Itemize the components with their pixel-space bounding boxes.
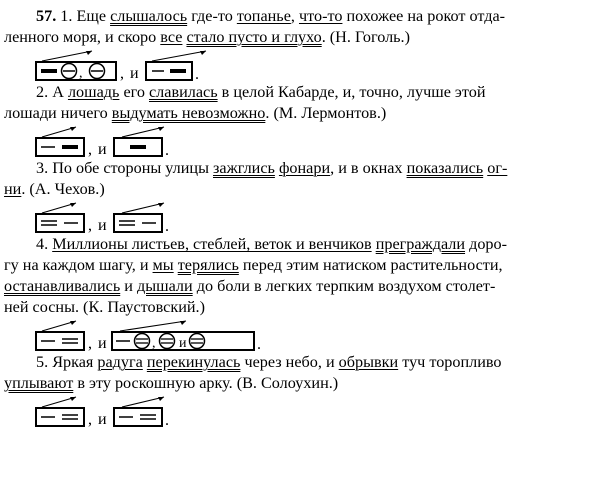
scheme-5-comma: ,	[88, 411, 92, 428]
text-segment: 1. Еще	[60, 7, 111, 25]
item-4-line-1	[36, 235, 507, 253]
scheme-2-diagram	[36, 124, 236, 158]
text-segment: туч торопливо	[398, 353, 502, 371]
text-segment: 4.	[36, 235, 53, 253]
scheme-1-inner-comma: ,	[79, 66, 83, 81]
scheme-5-conj: и	[98, 411, 107, 428]
text-segment: доро-	[465, 235, 508, 253]
text-segment: , и в окнах	[330, 159, 407, 177]
subject-word: все	[160, 28, 183, 46]
scheme-3-period: .	[165, 218, 169, 235]
item-5-line-1	[36, 353, 502, 371]
predicate-word: славилась	[149, 83, 218, 101]
subject-word: ни	[4, 180, 22, 198]
item-1-line-2	[4, 28, 410, 46]
scheme-4-diagram	[36, 318, 261, 353]
item-3-text	[4, 158, 594, 200]
predicate-word: зажглись	[213, 159, 275, 177]
scheme-5-period: .	[165, 412, 169, 429]
item-4-text	[4, 234, 594, 318]
subject-word: Миллионы листьев, стеблей, веток и венчиков	[52, 235, 372, 253]
subject-word: лошадь	[67, 83, 120, 101]
item-2-line-1	[36, 83, 486, 101]
item-5-line-2	[4, 374, 338, 392]
predicate-word: показались	[406, 159, 484, 177]
subject-word: радуга	[97, 353, 143, 371]
item-2-line-2	[4, 104, 386, 122]
scheme-2-comma: ,	[88, 141, 92, 158]
scheme-1	[36, 48, 594, 82]
exercise-page	[4, 6, 594, 428]
predicate-word: уплывают	[4, 374, 74, 392]
subject-word: топанье	[236, 7, 291, 25]
scheme-4	[36, 318, 594, 352]
scheme-4-comma: ,	[88, 335, 92, 352]
scheme-1-conj: и	[130, 65, 139, 82]
text-segment: . (Н. Гоголь.)	[321, 28, 410, 46]
scheme-2	[36, 124, 594, 158]
text-segment: в целой Кабарде, и, точно, лучше этой	[217, 83, 486, 101]
scheme-4-inner-comma: ,	[152, 336, 156, 351]
subject-word: обрывки	[338, 353, 399, 371]
item-4-line-2	[4, 256, 503, 274]
item-2-text	[4, 82, 594, 124]
scheme-1-comma: ,	[120, 65, 124, 82]
item-5-text	[4, 352, 594, 394]
item-3-line-2	[4, 180, 105, 198]
scheme-5	[36, 394, 594, 428]
text-segment: похожее на рокот отда-	[342, 7, 506, 25]
text-segment: перед этим натиском растительности,	[238, 256, 503, 274]
item-3-line-1	[36, 159, 507, 177]
item-4-line-3	[4, 277, 495, 295]
item-1-text	[4, 6, 594, 48]
text-segment: и	[120, 277, 137, 295]
scheme-1-period: .	[195, 66, 199, 83]
item-1-line-1	[60, 7, 505, 25]
text-segment: . (А. Чехов.)	[21, 180, 105, 198]
scheme-3-diagram	[36, 200, 236, 234]
scheme-3-conj: и	[98, 217, 107, 234]
text-segment: гу на каждом шагу, и	[4, 256, 153, 274]
subject-word: фонари	[278, 159, 331, 177]
text-segment: ленного моря, и скоро	[4, 28, 161, 46]
text-segment: лошади ничего	[4, 104, 112, 122]
predicate-word: выдумать невозможно	[111, 104, 266, 122]
predicate-word: перекинулась	[146, 353, 241, 371]
scheme-1-diagram	[36, 48, 236, 82]
text-segment: до боли в легких терпким воздухом столет-	[192, 277, 496, 295]
scheme-3-comma: ,	[88, 217, 92, 234]
text-segment: 5. Яркая	[36, 353, 98, 371]
text-segment: . (М. Лермонтов.)	[265, 104, 387, 122]
text-segment: через небо, и	[240, 353, 339, 371]
text-segment: ,	[290, 7, 299, 25]
predicate-word: дышали	[137, 277, 193, 295]
text-segment: 3. По обе стороны улицы	[36, 159, 213, 177]
exercise-number: 57.	[36, 7, 57, 25]
text-segment: где-то	[187, 7, 237, 25]
subject-word: ог-	[487, 159, 508, 177]
scheme-4-conj: и	[98, 335, 107, 352]
predicate-word: преграждали	[375, 235, 466, 253]
scheme-2-conj: и	[98, 141, 107, 158]
subject-word: мы	[152, 256, 174, 274]
predicate-word: стало пусто и глухо	[186, 28, 322, 46]
predicate-word: останавливались	[4, 277, 121, 295]
text-segment: 2. А	[36, 83, 68, 101]
text-segment: в эту роскошную арку. (В. Солоухин.)	[73, 374, 339, 392]
scheme-4-inner-conj: и	[179, 336, 187, 351]
predicate-word: слышалось	[110, 7, 188, 25]
item-4-line-4	[4, 298, 205, 316]
scheme-5-diagram	[36, 394, 236, 428]
scheme-4-period: .	[257, 336, 261, 353]
scheme-3	[36, 200, 594, 234]
text-segment: ней сосны. (К. Паустовский.)	[4, 298, 205, 316]
predicate-word: терялись	[177, 256, 239, 274]
scheme-2-period: .	[165, 142, 169, 159]
text-segment: его	[119, 83, 149, 101]
subject-word: что-то	[298, 7, 343, 25]
